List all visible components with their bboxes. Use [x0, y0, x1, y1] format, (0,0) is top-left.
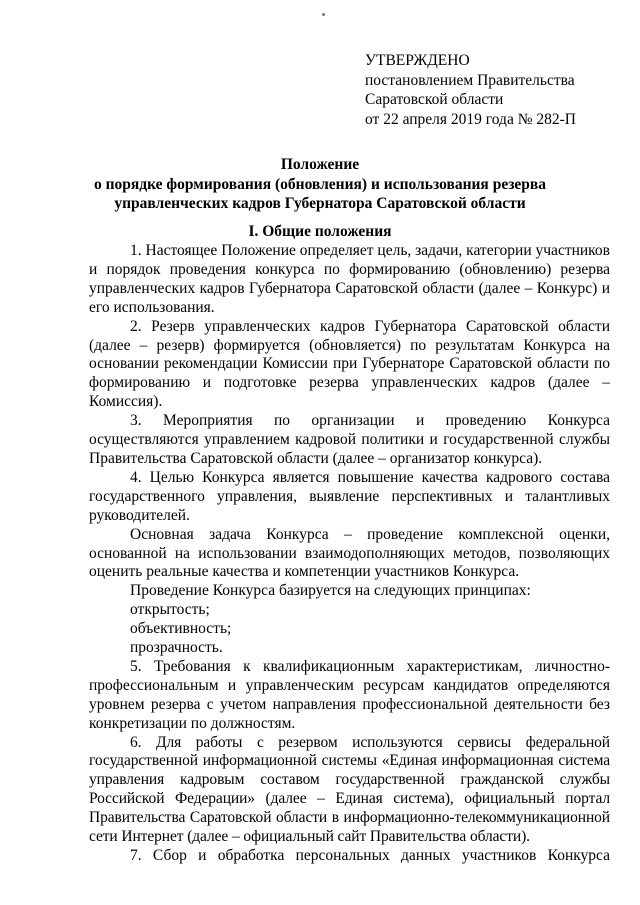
paragraph-4: 4. Целью Конкурса является повышение качества кадрового состава государственного управления, выявление перспективных и талантливых руководителей. — [89, 468, 610, 524]
paragraph-5: 5. Требования к квалификационным характеристикам, личностно-профессиональным и управленческим ресурсам кандидатов определяются уровнем резерва с учетом направления профессиональной деятельности без конкретизации по должностям. — [89, 657, 610, 732]
principle-item: открытость; — [130, 601, 210, 619]
document-body — [89, 242, 610, 866]
title-line-1: Положение — [280, 156, 360, 173]
approval-line-2: постановлением Правительства — [365, 71, 575, 89]
paragraph-3: 3. Мероприятия по организации и проведению Конкурса осуществляются управлением кадровой политики и государственной службы Правительства Саратовской области (далее – организатор конкурса). — [89, 412, 610, 467]
scan-speck — [322, 13, 325, 16]
document-title — [0, 155, 640, 214]
paragraph-7: 7. Сбор и обработка персональных данных участников Конкурса — [130, 847, 610, 864]
approval-stamp — [365, 51, 576, 129]
title-line-3: управленческих кадров Губернатора Саратовской области — [114, 195, 526, 212]
section-heading: I. Общие положения — [248, 223, 392, 240]
approval-line-4: от 22 апреля 2019 года № 282-П — [365, 110, 576, 128]
title-line-2: о порядке формирования (обновления) и использования резерва — [93, 175, 547, 193]
paragraph-4-principles: Проведение Конкурса базируется на следующих принципах: — [130, 582, 531, 600]
principle-item: прозрачность. — [130, 639, 223, 657]
approval-line-1: УТВЕРЖДЕНО — [365, 52, 470, 69]
approval-line-3: Саратовской области — [365, 91, 504, 108]
paragraph-4-task: Основная задача Конкурса – проведение комплексной оценки, основанной на использовании взаимодополняющих методов, позволяющих оценить реальные качества и компетенции участников Конкурса. — [89, 525, 610, 581]
paragraph-1: 1. Настоящее Положение определяет цель, задачи, категории участников и порядок проведения конкурса по формированию (обновлению) резерва управленческих кадров Губернатора Саратовской области (далее – Конкурс) и его использования. — [89, 242, 610, 316]
paragraph-2: 2. Резерв управленческих кадров Губернатора Саратовской области (далее – резерв) формируется (обновляется) по результатам Конкурса на основании рекомендации Комиссии при Губернаторе Саратовской области по формированию и подготовке резерва управленческих кадров (далее – Комиссия). — [89, 317, 610, 411]
paragraph-6: 6. Для работы с резервом используются сервисы федеральной государственной информационной системы «Единая информационная система управления кадровым составом государственной гражданской службы Российской Федерации» (далее – Единая система), официальный портал Правительства Саратовской области в информационно-телекоммуникационной сети Интернет (далее – официальный сайт Правительства области). — [89, 733, 610, 846]
principle-item: объективность; — [130, 620, 232, 638]
